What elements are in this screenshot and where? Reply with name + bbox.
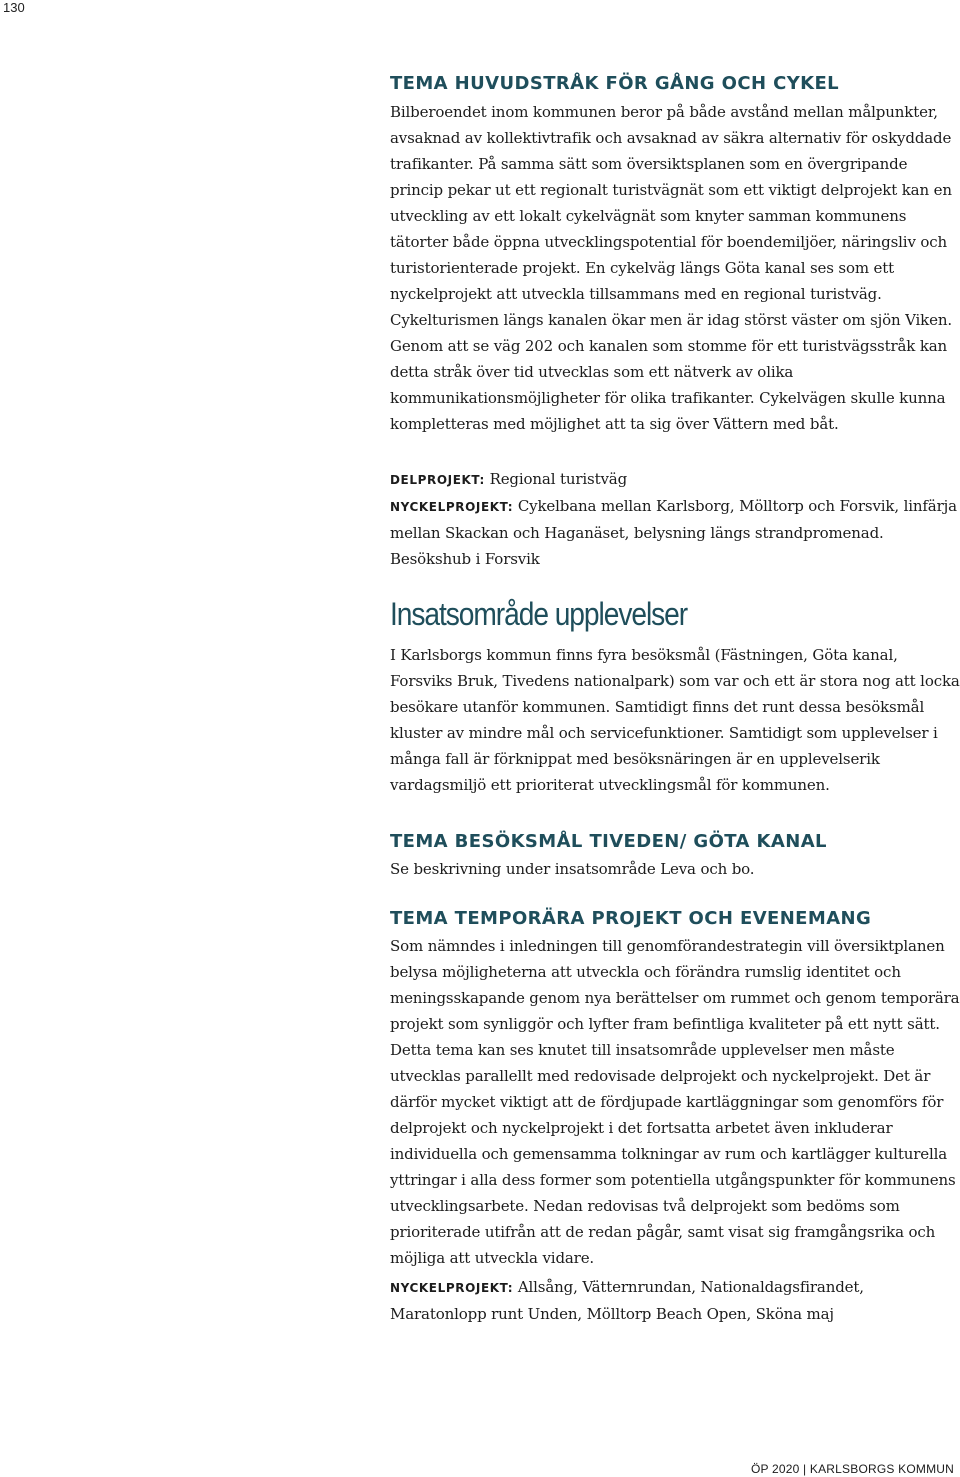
section-besoksmal [390,831,960,882]
delprojekt-label: DELPROJEKT: [390,473,485,487]
tema-heading-huvudstrak: TEMA HUVUDSTRÅK FÖR GÅNG OCH CYKEL [390,73,840,94]
nyckelprojekt-text-temporara: Allsång, Vätternrundan, Nationaldagsfirandet, Maratonlopp runt Unden, Mölltorp Beach Open, Sköna maj [390,1278,864,1323]
tema-heading-temporara: TEMA TEMPORÄRA PROJEKT OCH EVENEMANG [390,908,872,929]
projects-temporara [390,1274,960,1327]
nyckelprojekt-label: NYCKELPROJEKT: [390,500,514,514]
nyckelprojekt-text: Cykelbana mellan Karlsborg, Mölltorp och Forsvik, linfärja mellan Skackan och Haganäset, belysning längs strandpromenad. Besökshub i Forsvik [390,497,957,568]
section-upplevelser [390,594,960,798]
section-title-upplevelser: Insatsområde upplevelser [390,596,688,632]
projects-huvudstrak [390,466,960,572]
nyckelprojekt-line [390,493,960,572]
nyckelprojekt-line-temporara [390,1274,960,1327]
tema-heading-besoksmal: TEMA BESÖKSMÅL TIVEDEN/ GÖTA KANAL [390,831,827,852]
body-besoksmal: Se beskrivning under insatsområde Leva och bo. [390,860,755,878]
page-number: 130 [3,0,25,15]
page-footer: ÖP 2020 | KARLSBORGS KOMMUN [750,1462,954,1476]
body-temporara: Som nämndes i inledningen till genomförandestrategin vill översiktplanen belysa möjligheterna att utveckla och förändra rumslig identitet och meningsskapande genom nya berättelser om rummet och genom temporära projekt som synliggör och lyfter fram befintliga kvaliteter på ett nytt sätt. Detta tema kan ses knutet till insatsområde upplevelser men måste utvecklas parallellt med redovisade delprojekt och nyckelprojekt. Det är därför mycket viktigt att de fördjupade kartläggningar som genomförs för delprojekt och nyckelprojekt i det fortsatta arbetet även inkluderar individuella och gemensamma tolkningar av rum och kartlägger kulturella yttringar i alla dess former som potentiella utgångspunkter för kommunens utvecklingsarbete. Nedan redovisas två delprojekt som bedöms som prioriterade utifrån att de redan pågår, samt visat sig framgångsrika och möjliga att utveckla vidare. [390,937,960,1267]
body-upplevelser: I Karlsborgs kommun finns fyra besöksmål (Fästningen, Göta kanal, Forsviks Bruk, Tivedens nationalpark) som var och ett är stora nog att locka besökare utanför kommunen. Samtidigt finns det runt dessa besöksmål kluster av mindre mål och servicefunktioner. Samtidigt som upplevelser i många fall är förknippat med besöksnäringen är en upplevelserik vardagsmiljö ett prioriterat utvecklingsmål för kommunen. [390,646,960,794]
body-huvudstrak: Bilberoendet inom kommunen beror på både avstånd mellan målpunkter, avsaknad av kollektivtrafik och avsaknad av säkra alternativ för oskyddade trafikanter. På samma sätt som översiktsplanen som en övergripande princip pekar ut ett regionalt turistvägnät som ett viktigt delprojekt kan en utveckling av ett lokalt cykelvägnät som knyter samman kommunens tätorter både öppna utvecklingspotential för boendemiljöer, näringsliv och turistorienterade projekt. En cykelväg längs Göta kanal ses som ett nyckelprojekt att utveckla tillsammans med en regional turistväg. Cykelturismen längs kanalen ökar men är idag störst väster om sjön Viken. Genom att se väg 202 och kanalen som stomme för ett turistvägsstråk kan detta stråk över tid utvecklas som ett nätverk av olika kommunikationsmöjligheter för olika trafikanter. Cykelvägen skulle kunna kompletteras med möjlighet att ta sig över Vättern med båt. [390,103,952,433]
section-huvudstrak [390,73,960,437]
delprojekt-text: Regional turistväg [489,470,628,488]
nyckelprojekt-label-temporara: NYCKELPROJEKT: [390,1281,514,1295]
delprojekt-line [390,466,960,493]
section-temporara [390,908,960,1271]
